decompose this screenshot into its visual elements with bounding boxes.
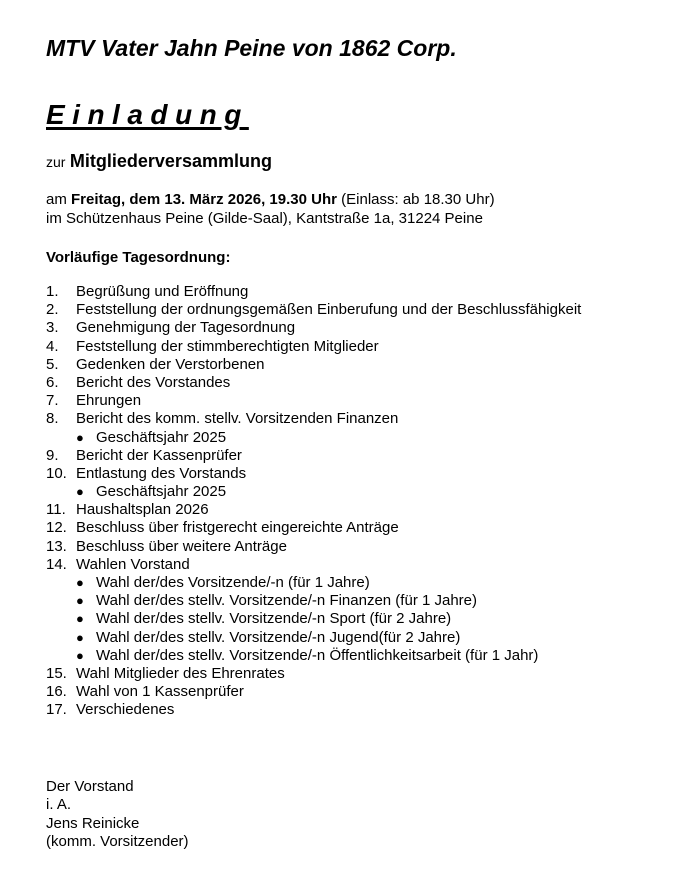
agenda-item-number: 9.	[46, 446, 59, 464]
agenda-item	[46, 319, 666, 337]
agenda-subitem-text: Wahl der/des stellv. Vorsitzende/-n Öffentlichkeitsarbeit (für 1 Jahr)	[96, 646, 539, 664]
bullet-icon: ●	[76, 429, 84, 445]
agenda-item-text: Genehmigung der Tagesordnung	[76, 319, 296, 337]
agenda-item-number: 14.	[46, 555, 67, 573]
agenda-item-text: Bericht des Vorstandes	[76, 373, 231, 391]
agenda-item-text: Bericht der Kassenprüfer	[76, 446, 242, 464]
agenda-item	[46, 410, 666, 428]
agenda-item	[46, 556, 666, 574]
agenda-item-number: 17.	[46, 701, 67, 719]
signature-line-ia: i. A.	[46, 796, 72, 814]
bullet-icon: ●	[76, 647, 84, 663]
meeting-date-line	[46, 190, 495, 209]
agenda-item-number: 7.	[46, 392, 59, 410]
organization-title: MTV Vater Jahn Peine von 1862 Corp.	[46, 35, 457, 61]
agenda-item-text: Beschluss über weitere Anträge	[76, 537, 287, 555]
meeting-date: Freitag, dem 13. März 2026, 19.30 Uhr	[71, 191, 337, 208]
agenda-item-text: Haushaltsplan 2026	[76, 501, 209, 519]
agenda-subitem	[46, 574, 666, 592]
agenda-item-number: 15.	[46, 664, 67, 682]
agenda-item-number: 13.	[46, 537, 67, 555]
agenda-item-number: 16.	[46, 683, 67, 701]
agenda-item-number: 10.	[46, 464, 67, 482]
agenda-item-number: 4.	[46, 337, 59, 355]
agenda-subitem-text: Geschäftsjahr 2025	[96, 483, 227, 501]
agenda-item	[46, 447, 666, 465]
agenda-item-text: Verschiedenes	[76, 701, 175, 719]
document-page	[46, 0, 666, 870]
agenda-item-number: 8.	[46, 410, 59, 428]
agenda-subitem	[46, 592, 666, 610]
agenda-item-text: Begrüßung und Eröffnung	[76, 283, 249, 300]
agenda-item	[46, 356, 666, 374]
signature-line-board: Der Vorstand	[46, 778, 134, 795]
agenda-subitem-text: Wahl der/des stellv. Vorsitzende/-n Sport (für 2 Jahre)	[96, 610, 452, 628]
agenda-subitem-text: Wahl der/des Vorsitzende/-n (für 1 Jahre)	[96, 574, 370, 591]
agenda-subitem	[46, 610, 666, 628]
bullet-icon: ●	[76, 484, 84, 500]
agenda-subitem-text: Wahl der/des stellv. Vorsitzende/-n Finanzen (für 1 Jahre)	[96, 592, 478, 610]
agenda-subitem-text: Geschäftsjahr 2025	[96, 428, 227, 446]
agenda-list	[46, 283, 666, 720]
agenda-item-number: 5.	[46, 355, 59, 373]
subheading	[46, 150, 272, 174]
agenda-item	[46, 538, 666, 556]
agenda-subitem	[46, 483, 666, 501]
agenda-item	[46, 465, 666, 483]
bullet-icon: ●	[76, 575, 84, 590]
agenda-item	[46, 338, 666, 356]
agenda-item-number: 2.	[46, 301, 59, 319]
agenda-item-text: Gedenken der Verstorbenen	[76, 355, 265, 373]
agenda-item	[46, 392, 666, 410]
agenda-item	[46, 701, 666, 719]
date-prefix: am	[46, 191, 67, 208]
agenda-heading: Vorläufige Tagesordnung:	[46, 249, 231, 266]
agenda-item	[46, 683, 666, 701]
bullet-icon: ●	[76, 611, 84, 627]
meeting-location: im Schützenhaus Peine (Gilde-Saal), Kantstraße 1a, 31224 Peine	[46, 210, 483, 227]
subheading-main: Mitgliederversammlung	[69, 151, 272, 171]
agenda-item-text: Feststellung der stimmberechtigten Mitglieder	[76, 337, 379, 355]
agenda-item-number: 11.	[46, 501, 66, 519]
agenda-item-text: Entlastung des Vorstands	[76, 464, 247, 482]
signature-name: Jens Reinicke	[46, 814, 140, 832]
agenda-item-number: 12.	[46, 519, 67, 537]
agenda-item-number: 3.	[46, 319, 59, 337]
agenda-item-text: Wahl Mitglieder des Ehrenrates	[76, 664, 285, 682]
agenda-item-text: Bericht des komm. stellv. Vorsitzenden Finanzen	[76, 410, 399, 428]
agenda-item-text: Ehrungen	[76, 392, 142, 410]
agenda-subitem-text: Wahl der/des stellv. Vorsitzende/-n Jugend(für 2 Jahre)	[96, 628, 461, 646]
agenda-item-number: 1.	[46, 283, 59, 300]
agenda-subitem	[46, 429, 666, 447]
agenda-item-number: 6.	[46, 373, 59, 391]
bullet-icon: ●	[76, 593, 84, 609]
agenda-item	[46, 665, 666, 683]
agenda-item	[46, 501, 666, 519]
subheading-prefix: zur	[46, 154, 66, 170]
agenda-item-text: Beschluss über fristgerecht eingereichte Anträge	[76, 519, 399, 537]
signature-block	[46, 778, 189, 851]
document-heading: Einladung	[46, 99, 249, 130]
agenda-subitem	[46, 629, 666, 647]
agenda-subitem	[46, 647, 666, 665]
agenda-item	[46, 519, 666, 537]
bullet-icon: ●	[76, 629, 84, 645]
meeting-info	[46, 190, 495, 228]
admission-time: (Einlass: ab 18.30 Uhr)	[341, 191, 495, 208]
agenda-item	[46, 283, 666, 301]
signature-role: (komm. Vorsitzender)	[46, 832, 189, 850]
agenda-item-text: Feststellung der ordnungsgemäßen Einberufung und der Beschlussfähigkeit	[76, 301, 582, 319]
agenda-item	[46, 374, 666, 392]
agenda-item-text: Wahl von 1 Kassenprüfer	[76, 683, 244, 701]
agenda-item-text: Wahlen Vorstand	[76, 555, 190, 573]
agenda-item	[46, 301, 666, 319]
